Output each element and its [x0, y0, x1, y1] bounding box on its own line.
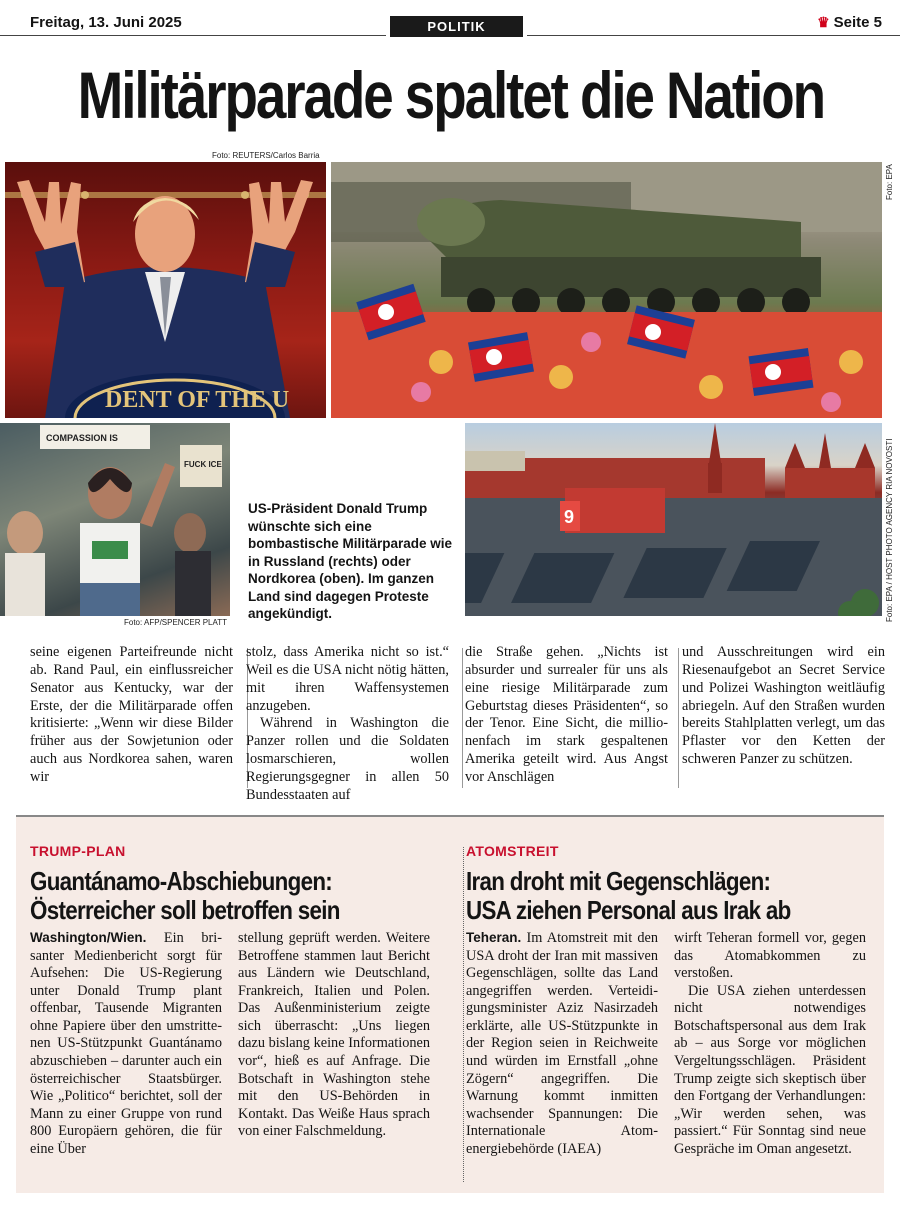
article-paragraph: stolz, dass Amerika nicht so ist.“ Weil es die USA nicht nötig hätten, mit ihren Waffensystemen anzugeben.: [246, 644, 449, 714]
brief-right-headline: [466, 867, 791, 925]
photo-credit-parade: Foto: EPA: [885, 164, 894, 200]
brief-right-headline-line-2: USA ziehen Personal aus Irak ab: [466, 895, 791, 926]
article-paragraph: und Ausschreitungen wird ein Riesenaufgebot an Secret Service und Polizei Washington weitläufig abriegeln. Auf den Straßen wurden bereits Stahlplatten verlegt, um das Pflaster vor den Ketten der schweren Panzer zu schützen.: [682, 644, 885, 768]
brief-left-text-continued: stellung geprüft werden. Weitere Betroffene stammen laut Bericht aus Ländern wie Deutschland, Frankreich, Italien und Polen. Das Außenministerium zeigte sich überrascht: „Uns liegen dazu bislang keine Informationen vor“, hieß es auf Anfrage. Die Botschaft in Washington stehe mit den US-Behörden in Kontakt. Das Weiße Haus sprach von einer Falschmeldung.: [238, 930, 430, 1140]
brief-left-headline-line-2: Österreicher soll betroffen sein: [30, 895, 340, 926]
protest-sign-text-1: COMPASSION IS: [46, 433, 118, 443]
brief-left-column-1: [30, 930, 222, 1159]
protest-illustration: [0, 423, 230, 616]
brief-right-column-1: [466, 930, 658, 1159]
brief-left-headline-line-1: Guantánamo-Abschiebungen:: [30, 866, 333, 896]
crown-icon: ♛: [817, 14, 830, 30]
brief-left-kicker: TRUMP-PLAN: [30, 843, 126, 859]
column-divider: [462, 648, 463, 788]
page-header: [0, 0, 900, 44]
photo-moscow-parade: [465, 423, 882, 616]
brief-right-headline-line-1: Iran droht mit Gegenschlägen:: [466, 866, 771, 896]
section-label: POLITIK: [390, 16, 523, 37]
main-article-body: [30, 644, 885, 803]
brief-left-column-2: [238, 930, 430, 1141]
photo-trump-speech: [5, 162, 326, 418]
protest-sign-text-2: FUCK ICE: [184, 460, 222, 469]
brief-right-column-2: [674, 930, 866, 1159]
trump-illustration: [5, 162, 326, 418]
page-number-text: Seite 5: [833, 14, 882, 31]
brief-right-text-continued: wirft Teheran formell vor, gegen das Atomabkommen zu verstoßen.: [674, 930, 866, 982]
photo-credit-protest: Foto: AFP/SPENCER PLATT: [124, 618, 227, 627]
article-column-2: [246, 644, 449, 805]
article-paragraph: Während in Washington die Panzer rollen und die Soldaten losmarschieren, wollen Regierungsgegner in allen 50 Bundesstaaten auf: [246, 715, 449, 803]
photo-credit-moscow: Foto: EPA / HOST PHOTO AGENCY RIA NOVOSTI: [885, 438, 894, 622]
article-column-3: [465, 644, 668, 787]
article-column-1: [30, 644, 233, 787]
header-rule-right: [527, 35, 900, 36]
seal-lettering: DENT OF THE U: [105, 387, 290, 413]
photo-protest: [0, 423, 230, 616]
column-divider: [678, 648, 679, 788]
page-headline: Militärparade spaltet die Nation: [77, 58, 825, 132]
issue-date: Freitag, 13. Juni 2025: [30, 14, 182, 31]
tribune-number: 9: [564, 507, 575, 527]
header-rule-left: [0, 35, 386, 36]
brief-right-text-paragraph-2: Die USA ziehen unterdessen nicht notwendiges Botschaftspersonal aus dem Irak ab – aus Sorge vor möglichen Vergeltungsschlägen. Präsident Trump zeigte sich skeptisch über den Fortgang der Verhandlungen: „Wir werden sehen, was passiert.“ Für Sonntag sind neue Gespräche im Oman angesetzt.: [674, 982, 866, 1157]
brief-left-dateline: Washington/Wien.: [30, 930, 147, 945]
brief-right-text: Im Atomstreit mit den USA droht der Iran mit massiven Gegenschlägen, sollte das Land angegriffen werden. Verteidigungsminister Aziz Nasirzadeh erklärte, alle US-Stützpunkte in der Region seien in Reichweite und würden im Ernstfall „ohne Zögern“ angegriffen. Die Warnung kommt inmitten wachsender Spannungen: Die Internationale Atomenergiebehörde (IAEA): [466, 930, 658, 1157]
article-column-4: [682, 644, 885, 769]
article-paragraph: seine eigenen Parteifreunde nicht ab. Rand Paul, ein einflussreicher Senator aus Kentucky, war der Erste, der die Militärparade offen kritisierte: „Wenn wir diese Bilder früher aus der Sowjetunion oder auch aus Nordkorea sahen, waren wir: [30, 644, 233, 786]
brief-left-headline: [30, 867, 340, 925]
brief-right-dateline: Teheran.: [466, 930, 522, 945]
brief-right-kicker: ATOMSTREIT: [466, 843, 559, 859]
brief-divider: [463, 847, 464, 1182]
page-number: [817, 14, 882, 31]
photo-north-korea-parade: [331, 162, 882, 418]
brief-left-text: Ein brisanter Medienbericht sorgt für Aufsehen: Die US-Regierung unter Donald Trump plant offenbar, Tausende Migranten ohne Papiere über den umstrittenen US-Stützpunkt Guantánamo abzuschieben – darunter auch ein österreichischer Staatsbürger. Wie „Politico“ berichtet, soll der Mann zu einer Gruppe von rund 800 Europäern gehören, die für eine Über: [30, 930, 222, 1157]
moscow-illustration: [465, 423, 882, 616]
parade-illustration: [331, 162, 882, 418]
photo-credit-trump: Foto: REUTERS/Carlos Barria: [212, 151, 320, 160]
photo-caption: US-Präsident Donald Trump wünschte sich eine bombastische Militärparade wie in Russland (rechts) oder Nordkorea (oben). Im ganzen Land sind dagegen Proteste angekündigt.: [248, 501, 453, 622]
news-brief-box: [16, 815, 884, 1193]
article-paragraph: die Straße gehen. „Nichts ist absurder und surrealer für uns als eine riesige Militärparade zum Geburtstag dieses Präsidenten“, so der Tenor. Eine Sicht, die millionenfach im stark gespaltenen Amerika geteilt wird. Aus Angst vor Anschlägen: [465, 644, 668, 786]
